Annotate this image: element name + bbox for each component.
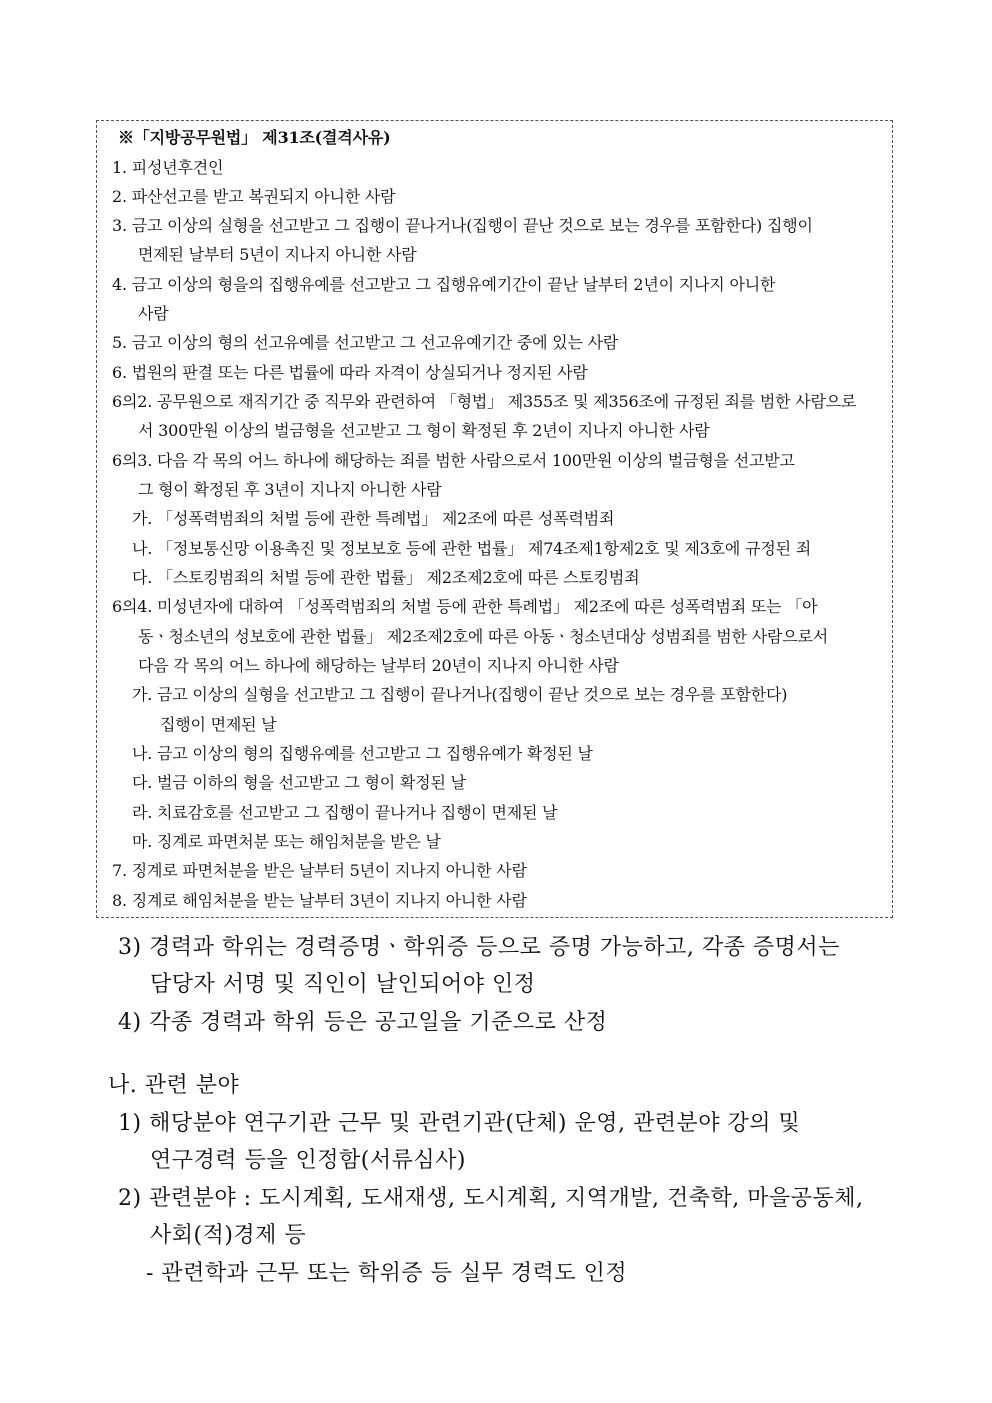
item-2-cont: 사회(적)경제 등 [150, 1223, 307, 1248]
item-2: 2) 관련분야 : 도시계획, 도새재생, 도시계획, 지역개발, 건축학, 마을공동체, [118, 1186, 864, 1211]
box-line: 다. 「스토킹범죄의 처벌 등에 관한 법률」 제2조제2호에 따른 스토킹범죄 [132, 568, 640, 587]
box-line: 7. 징계로 파면처분을 받은 날부터 5년이 지나지 아니한 사람 [112, 861, 527, 880]
box-line: 나. 금고 이상의 형의 집행유예를 선고받고 그 집행유예가 확정된 날 [132, 744, 593, 763]
item-3-cont: 담당자 서명 및 직인이 날인되어야 인정 [150, 972, 536, 997]
item-3: 3) 경력과 학위는 경력증명ㆍ학위증 등으로 증명 가능하고, 각종 증명서는 [118, 935, 840, 960]
box-line: 6의3. 다음 각 목의 어느 하나에 해당하는 죄를 범한 사람으로서 100만원 이상의 벌금형을 선고받고 [112, 451, 795, 470]
box-line: 마. 징계로 파면처분 또는 해임처분을 받은 날 [132, 832, 441, 851]
box-line: 가. 「성폭력범죄의 처벌 등에 관한 특례법」 제2조에 따른 성폭력범죄 [132, 509, 615, 528]
box-line: 다음 각 목의 어느 하나에 해당하는 날부터 20년이 지나지 아니한 사람 [138, 656, 619, 675]
box-title: ※「지방공무원법」 제31조(결격사유) [118, 128, 391, 147]
box-line: 동ㆍ청소년의 성보호에 관한 법률」 제2조제2호에 따른 아동ㆍ청소년대상 성범죄를 범한 사람으로서 [138, 627, 828, 646]
box-line: 3. 금고 이상의 실형을 선고받고 그 집행이 끝나거나(집행이 끝난 것으로 보는 경우를 포함한다) 집행이 [112, 216, 813, 235]
box-line: 집행이 면제된 날 [160, 715, 277, 734]
box-line: 서 300만원 이상의 벌금형을 선고받고 그 형이 확정된 후 2년이 지나지 아니한 사람 [138, 421, 710, 440]
box-line: 2. 파산선고를 받고 복권되지 아니한 사람 [112, 187, 396, 206]
item-1: 1) 해당분야 연구기관 근무 및 관련기관(단체) 운영, 관련분야 강의 및 [118, 1111, 801, 1136]
box-line: 1. 피성년후견인 [112, 158, 224, 177]
box-line: 사람 [138, 304, 169, 323]
box-line: 그 형이 확정된 후 3년이 지나지 아니한 사람 [138, 480, 442, 499]
box-line: 라. 치료감호를 선고받고 그 집행이 끝나거나 집행이 면제된 날 [132, 803, 558, 822]
section-heading: 나. 관련 분야 [108, 1073, 240, 1098]
box-line: 면제된 날부터 5년이 지나지 아니한 사람 [138, 245, 417, 264]
box-line: 5. 금고 이상의 형의 선고유예를 선고받고 그 선고유예기간 중에 있는 사람 [112, 333, 619, 352]
box-line: 4. 금고 이상의 형을의 집행유예를 선고받고 그 집행유예기간이 끝난 날부터 2년이 지나지 아니한 [112, 275, 776, 294]
box-line: 6의2. 공무원으로 재직기간 중 직무와 관련하여 「형법」 제355조 및 제356조에 규정된 죄를 범한 사람으로 [112, 392, 857, 411]
box-line: 6. 법원의 판결 또는 다른 법률에 따라 자격이 상실되거나 정지된 사람 [112, 363, 588, 382]
box-line: 나. 「정보통신망 이용촉진 및 정보보호 등에 관한 법률」 제74조제1항제2호 및 제3호에 규정된 죄 [132, 539, 811, 558]
item-1-cont: 연구경력 등을 인정함(서류심사) [150, 1148, 466, 1173]
item-4: 4) 각종 경력과 학위 등은 공고일을 기준으로 산정 [118, 1010, 608, 1035]
box-line: 8. 징계로 해임처분을 받는 날부터 3년이 지나지 아니한 사람 [112, 891, 527, 910]
item-2-note: - 관련학과 근무 또는 학위증 등 실무 경력도 인정 [146, 1261, 628, 1286]
box-line: 다. 벌금 이하의 형을 선고받고 그 형이 확정된 날 [132, 773, 466, 792]
box-line: 가. 금고 이상의 실형을 선고받고 그 집행이 끝나거나(집행이 끝난 것으로 보는 경우를 포함한다) [132, 685, 788, 704]
box-line: 6의4. 미성년자에 대하여 「성폭력범죄의 처벌 등에 관한 특례법」 제2조에 따른 성폭력범죄 또는 「아 [112, 597, 818, 616]
